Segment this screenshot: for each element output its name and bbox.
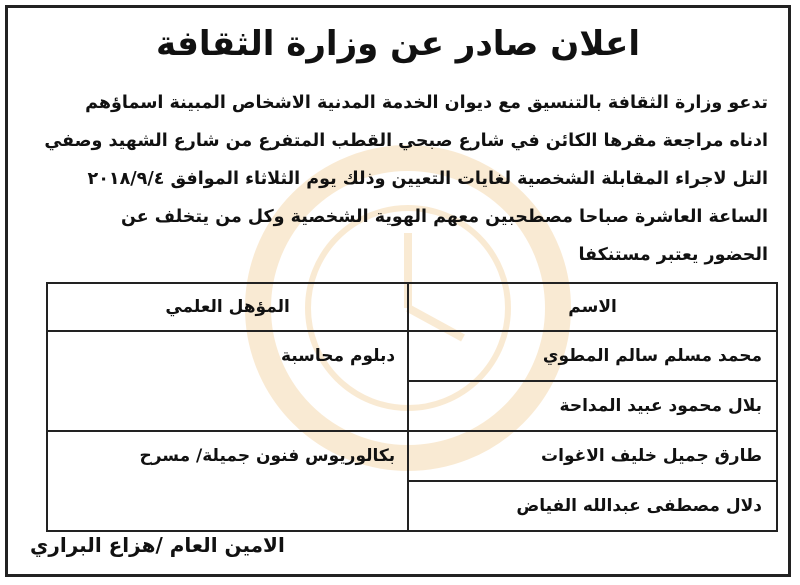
body-line: التل لاجراء المقابلة الشخصية لغايات التعيين وذلك يوم الثلاثاء الموافق ٢٠١٨/٩/٤ <box>87 169 768 189</box>
header-name: الاسم <box>408 283 777 331</box>
body-line: الساعة العاشرة صباحا مصطحبين معهم الهوية الشخصية وكل من يتخلف عن <box>121 207 768 227</box>
body-line: الحضور يعتبر مستنكفا <box>578 245 768 265</box>
qualification-cell: دبلوم محاسبة <box>47 331 408 431</box>
table-header-row <box>47 283 777 331</box>
body-line: تدعو وزارة الثقافة بالتنسيق مع ديوان الخدمة المدنية الاشخاص المبينة اسماؤهم <box>85 93 768 113</box>
header-qualification: المؤهل العلمي <box>47 283 408 331</box>
candidate-name: بلال محمود عبيد المداحة <box>409 380 776 430</box>
announcement-title: اعلان صادر عن وزارة الثقافة <box>156 24 640 64</box>
signature: الامين العام /هزاع البراري <box>30 533 285 557</box>
table-row <box>47 431 777 531</box>
candidate-name: طارق جميل خليف الاغوات <box>541 446 762 466</box>
candidates-table <box>46 282 778 532</box>
qualification-cell: بكالوريوس فنون جميلة/ مسرح <box>47 431 408 531</box>
names-cell <box>408 331 777 431</box>
body-line: ادناه مراجعة مقرها الكائن في شارع صبحي القطب المتفرع من شارع الشهيد وصفي <box>44 131 768 151</box>
candidate-name: دلال مصطفى عبدالله الفياض <box>409 480 776 530</box>
announcement-body <box>26 84 768 274</box>
candidate-name: محمد مسلم سالم المطوي <box>542 346 762 366</box>
announcement-frame <box>5 5 791 577</box>
names-cell <box>408 431 777 531</box>
table-row <box>47 331 777 431</box>
